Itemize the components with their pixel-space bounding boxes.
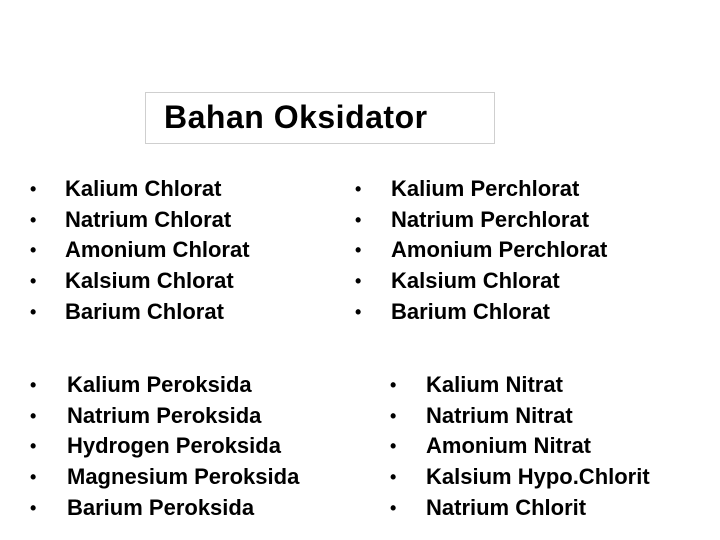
list-item-label: Barium Chlorat bbox=[391, 298, 550, 324]
bullet-icon: • bbox=[30, 179, 37, 199]
list-item-label: Amonium Perchlorat bbox=[391, 237, 608, 263]
list-item-label: Natrium Peroksida bbox=[67, 402, 262, 428]
bullet-icon: • bbox=[30, 375, 37, 395]
list-item-label: Kalium Chlorat bbox=[65, 176, 222, 201]
bullet-icon: • bbox=[355, 301, 362, 322]
bullet-icon: • bbox=[390, 497, 397, 518]
list-item-label: Natrium Chlorat bbox=[65, 206, 232, 232]
list-item-label: Kalium Perchlorat bbox=[391, 176, 580, 201]
bullet-icon: • bbox=[355, 271, 362, 292]
bullet-icon: • bbox=[30, 240, 37, 261]
list-item-label: Barium Peroksida bbox=[67, 494, 255, 520]
bullet-icon: • bbox=[390, 436, 397, 457]
list-item-label: Hydrogen Peroksida bbox=[67, 433, 281, 459]
list-item-label: Kalium Peroksida bbox=[67, 372, 252, 397]
list-item-label: Kalium Nitrat bbox=[426, 372, 563, 397]
list-item-label: Amonium Nitrat bbox=[426, 433, 591, 459]
bullet-icon: • bbox=[390, 375, 397, 395]
bullet-icon: • bbox=[30, 271, 37, 292]
list-item-label: Barium Chlorat bbox=[65, 298, 224, 324]
bullet-icon: • bbox=[390, 467, 397, 488]
list-item-label: Natrium Nitrat bbox=[426, 402, 573, 428]
list-item-label: Kalsium Chlorat bbox=[391, 268, 560, 294]
bullet-icon: • bbox=[30, 301, 37, 322]
slide-title: Bahan Oksidator bbox=[164, 99, 428, 135]
list-item-label: Kalsium Chlorat bbox=[65, 268, 234, 294]
bullet-icon: • bbox=[355, 179, 362, 199]
list-item-label: Natrium Chlorit bbox=[426, 494, 587, 520]
bullet-icon: • bbox=[30, 209, 37, 230]
bullet-icon: • bbox=[355, 209, 362, 230]
bullet-icon: • bbox=[390, 405, 397, 426]
bullet-icon: • bbox=[30, 497, 37, 518]
bullet-icon: • bbox=[30, 467, 37, 488]
bullet-icon: • bbox=[355, 240, 362, 261]
list-item-label: Amonium Chlorat bbox=[65, 237, 250, 263]
bullet-icon: • bbox=[30, 436, 37, 457]
bullet-icon: • bbox=[30, 405, 37, 426]
list-item-label: Magnesium Peroksida bbox=[67, 464, 300, 490]
list-item-label: Natrium Perchlorat bbox=[391, 206, 590, 232]
list-item-label: Kalsium Hypo.Chlorit bbox=[426, 464, 650, 490]
